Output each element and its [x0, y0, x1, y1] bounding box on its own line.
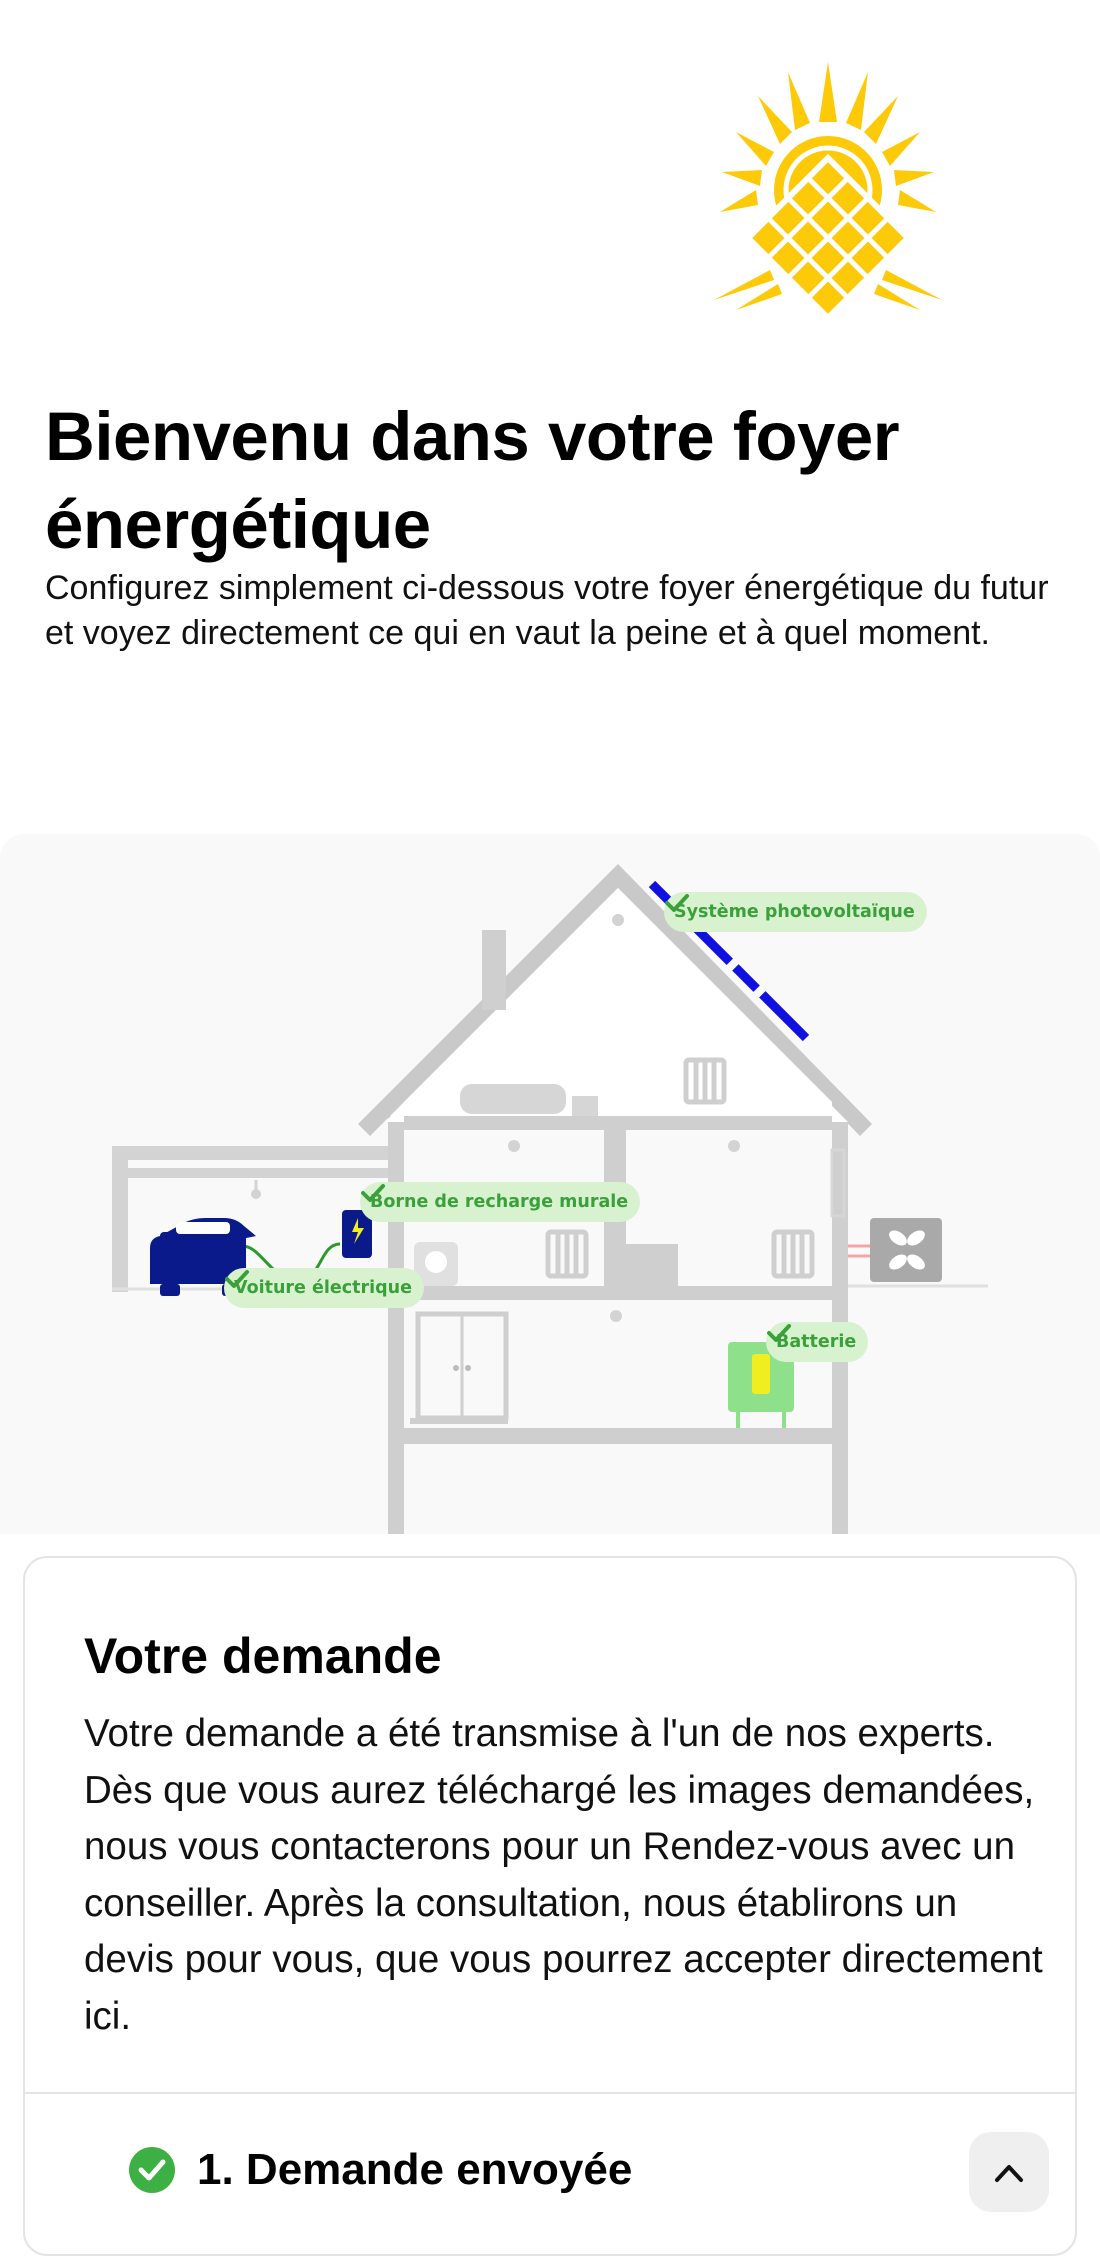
chip-photovoltaic-system[interactable]	[664, 892, 927, 932]
request-description: Votre demande a été transmise à l'un de nos experts. Dès que vous aurez téléchargé les images demandées, nous vous contacterons pour un Rendez-vous avec un conseiller. Après la consultation, nous établirons un devis pour vous, que vous pourrez accepter directement ici.	[84, 1712, 1043, 2038]
chevron-up-icon	[989, 2152, 1029, 2192]
chip-label: Batterie	[776, 1332, 857, 1352]
chip-electric-car[interactable]	[224, 1268, 424, 1308]
step-item[interactable]	[129, 2140, 632, 2200]
step-title: 1. Demande envoyée	[197, 2145, 633, 2194]
chip-label: Voiture électrique	[234, 1278, 412, 1298]
chip-label: Borne de recharge murale	[370, 1192, 629, 1212]
check-icon	[360, 1182, 386, 1204]
page-intro: Configurez simplement ci-dessous votre foyer énergétique du futur et voyez directement ce qui en vaut la peine et à quel moment.	[45, 569, 1049, 652]
chip-label: Système photovoltaïque	[674, 902, 915, 922]
chip-wall-charging-station[interactable]	[360, 1182, 640, 1222]
house-energy-illustration	[0, 834, 1100, 1534]
check-icon	[224, 1268, 250, 1290]
request-title: Votre demande	[84, 1628, 442, 1684]
collapse-step-button[interactable]	[969, 2132, 1049, 2212]
check-icon	[766, 1322, 792, 1344]
sun-solar-panel-logo	[708, 62, 948, 320]
check-icon	[664, 892, 690, 914]
chip-battery[interactable]	[766, 1322, 868, 1362]
check-circle-icon	[129, 2147, 175, 2193]
card-divider	[25, 2092, 1075, 2094]
sun-solar-panel-logo-icon	[708, 62, 948, 320]
page-title: Bienvenu dans votre foyer énergétique	[45, 398, 900, 563]
request-card	[23, 1556, 1077, 2256]
